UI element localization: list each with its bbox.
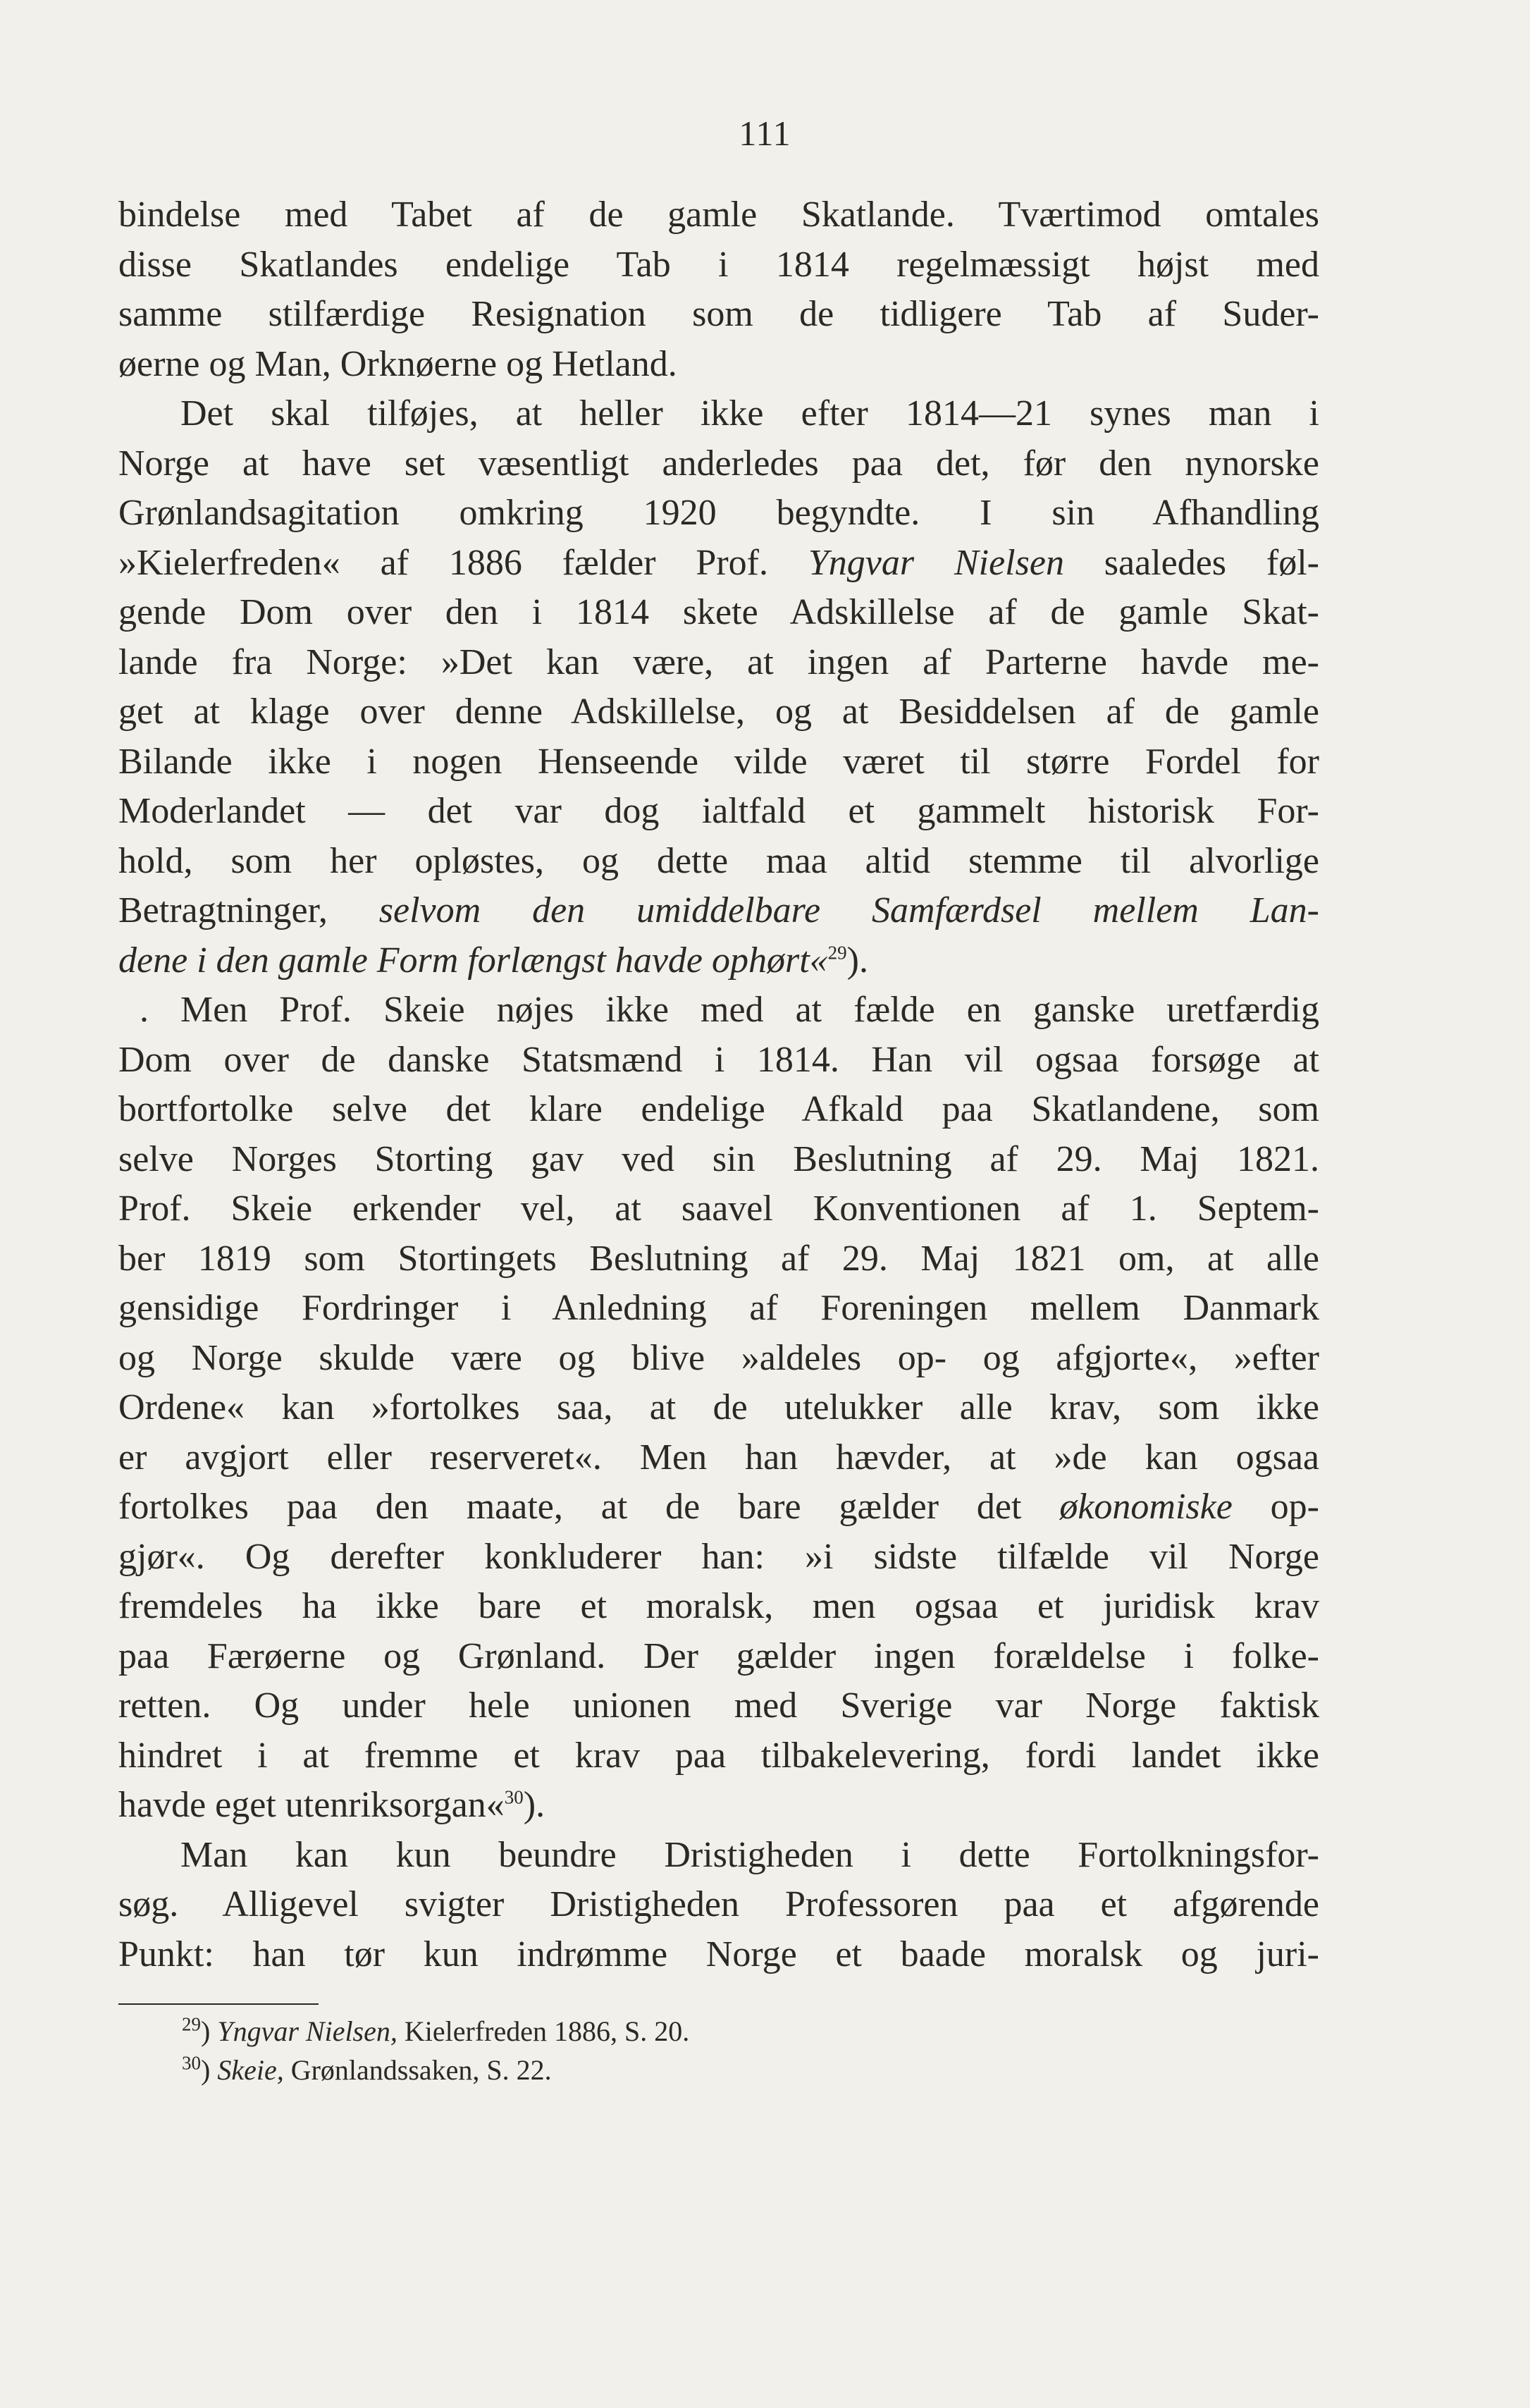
paragraph-start-line: Man kan kun beundre Dristigheden i dette Fortolkningsfor- <box>180 1834 1319 1875</box>
text-line: og Norge skulde være og blive »aldeles op- og afgjorte«, »efter <box>118 1337 1319 1378</box>
text-line: bortfortolke selve det klare endelige Afkald paa Skatlandene, som <box>118 1089 1319 1129</box>
text-line: hold, som her opløstes, og dette maa altid stemme til alvorlige <box>118 840 1319 881</box>
footnote-mark: 29 <box>182 2013 201 2035</box>
footnote-ref-29[interactable]: 29 <box>827 942 847 964</box>
text-segment: ). <box>523 1785 545 1825</box>
text-line: Norge at have set væsentligt anderledes paa det, før den nynorske <box>118 443 1319 484</box>
text-line: Ordene« kan »fortolkes saa, at de utelukker alle krav, som ikke <box>118 1387 1319 1427</box>
italic-term: økonomiske <box>1059 1487 1233 1527</box>
text-segment: Men Prof. Skeie nøjes ikke med at fælde en ganske uretfærdig <box>180 990 1319 1030</box>
text-line: lande fra Norge: »Det kan være, at ingen af Parterne havde me- <box>118 641 1319 682</box>
text-line: Prof. Skeie erkender vel, at saavel Konventionen af 1. Septem- <box>118 1188 1319 1229</box>
paragraph-start-line: Det skal tilføjes, at heller ikke efter 1814—21 synes man i <box>180 393 1319 434</box>
text-line: gjør«. Og derefter konkluderer han: »i sidste tilfælde vil Norge <box>118 1536 1319 1577</box>
text-line: disse Skatlandes endelige Tab i 1814 regelmæssigt højst med <box>118 244 1319 285</box>
text-segment: Betragtninger, <box>118 890 379 930</box>
footnote-author: Skeie, <box>217 2054 284 2086</box>
text-line: paa Færøerne og Grønland. Der gælder ingen forældelse i folke- <box>118 1635 1319 1676</box>
text-line: Bilande ikke i nogen Henseende vilde været til større Fordel for <box>118 741 1319 782</box>
text-line: bindelse med Tabet af de gamle Skatlande. Tværtimod omtales <box>118 195 1319 235</box>
text-segment: op- <box>1232 1487 1319 1527</box>
text-segment: fortolkes paa den maate, at de bare gælder det <box>118 1487 1060 1527</box>
page-number: 111 <box>739 113 791 153</box>
text-line: Punkt: han tør kun indrømme Norge et baade moralsk og juri- <box>118 1934 1319 1974</box>
body-text <box>118 190 1319 1979</box>
text-segment: havde eget utenriksorgan« <box>118 1785 505 1825</box>
text-line: Dom over de danske Statsmænd i 1814. Han vil ogsaa forsøge at <box>118 1039 1319 1080</box>
footnote-30: $^{30}$) Skeie, Grønlandssaken, S. 22. <box>182 2052 552 2086</box>
text-line: ber 1819 som Stortingets Beslutning af 29. Maj 1821 om, at alle <box>118 1238 1319 1279</box>
text-segment: »Kielerfreden« af 1886 fælder Prof. <box>118 542 808 583</box>
footnote-29: $^{29}$) Yngvar Nielsen, Kielerfreden 1886, S. 20. <box>182 2013 690 2047</box>
text-line: Grønlandsagitation omkring 1920 begyndte. I sin Afhandling <box>118 493 1319 533</box>
text-line <box>118 1781 1319 1831</box>
stray-dot: . <box>140 990 149 1030</box>
text-line <box>118 539 1319 589</box>
italic-quote: dene i den gamle Form forlængst havde ophørt« <box>118 940 828 981</box>
text-line: selve Norges Storting gav ved sin Beslutning af 29. Maj 1821. <box>118 1138 1319 1179</box>
text-line: er avgjort eller reserveret«. Men han hævder, at »de kan ogsaa <box>118 1437 1319 1478</box>
footnote-text: Grønlandssaken, S. 22. <box>290 2054 552 2086</box>
footnotes <box>182 2012 1239 2089</box>
text-line: søg. Alligevel svigter Dristigheden Professoren paa et afgørende <box>118 1884 1319 1924</box>
footnote-ref-30[interactable]: 30 <box>504 1786 524 1808</box>
footnote-author: Yngvar Nielsen, <box>217 2015 397 2047</box>
text-segment: saaledes føl- <box>1063 542 1319 583</box>
text-line: samme stilfærdige Resignation som de tidligere Tab af Suder- <box>118 294 1319 334</box>
text-line: retten. Og under hele unionen med Sverige var Norge faktisk <box>118 1685 1319 1726</box>
text-line <box>118 936 1319 986</box>
italic-quote: selvom den umiddelbare Samfærdsel mellem Lan- <box>378 890 1319 930</box>
footnote-mark: 30 <box>182 2052 201 2074</box>
text-segment: ). <box>846 940 868 981</box>
text-line: gensidige Fordringer i Anledning af Foreningen mellem Danmark <box>118 1288 1319 1328</box>
text-line: gende Dom over den i 1814 skete Adskillelse af de gamle Skat- <box>118 592 1319 632</box>
footnote-text: Kielerfreden 1886, S. 20. <box>404 2015 690 2047</box>
text-line: get at klage over denne Adskillelse, og at Besiddelsen af de gamle <box>118 692 1319 732</box>
paragraph-start-line <box>118 985 1319 1036</box>
footnote-divider <box>118 2003 319 2005</box>
text-line <box>118 1482 1319 1532</box>
text-line: hindret i at fremme et krav paa tilbakelevering, fordi landet ikke <box>118 1735 1319 1776</box>
text-line <box>118 886 1319 936</box>
italic-author-name: Yngvar Nielsen <box>808 542 1064 583</box>
text-line: Moderlandet — det var dog ialtfald et gammelt historisk For- <box>118 791 1319 831</box>
text-line: fremdeles ha ikke bare et moralsk, men ogsaa et juridisk krav <box>118 1586 1319 1626</box>
text-line: øerne og Man, Orknøerne og Hetland. <box>118 343 677 384</box>
